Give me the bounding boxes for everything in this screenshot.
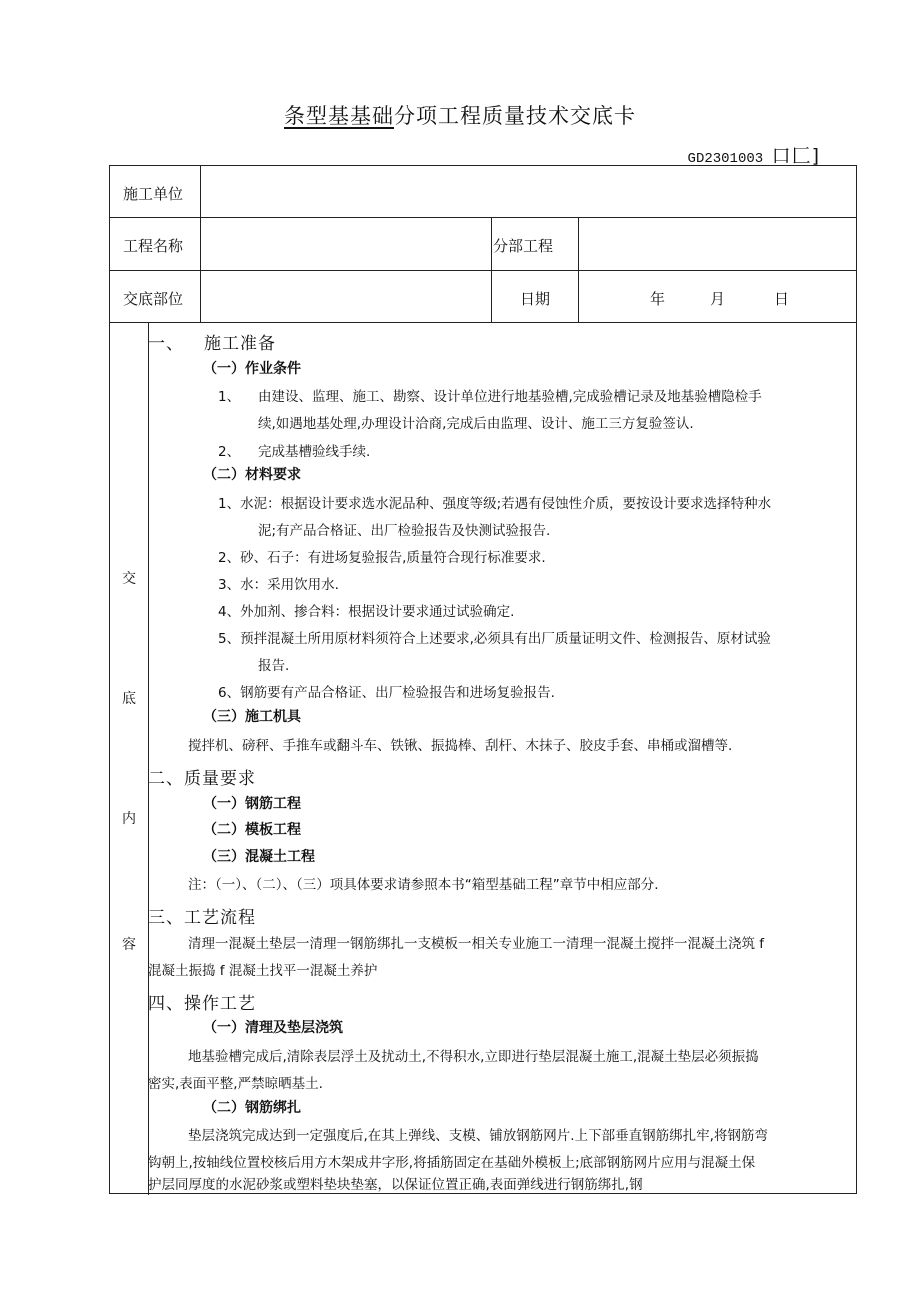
- process-flow-text: 清理一混凝土垫层一清理一钢筋绑扎一支模板一相关专业施工一清理一混凝土搅拌一混凝土浇筑 f: [188, 936, 765, 952]
- subsection-work-conditions: （一）作业条件: [203, 361, 301, 377]
- construction-unit-label: 施工单位: [123, 185, 184, 203]
- side-label-char: 内: [122, 811, 136, 827]
- item-text: 4、外加剂、掺合料：根据设计要求通过试验确定.: [218, 604, 515, 620]
- handover-part-label: 交底部位: [123, 290, 184, 308]
- process-flow-text: 混凝土振捣 f 混凝土找平一混凝土养护: [148, 963, 378, 979]
- paragraph-text: 搅拌机、磅秤、手推车或翻斗车、铁锹、振捣棒、刮杆、木抹子、胶皮手套、串桶或溜槽等.: [188, 738, 733, 754]
- row-divider: [110, 217, 856, 218]
- side-label-char: 底: [122, 691, 136, 707]
- subsection-formwork: （二）模板工程: [203, 822, 301, 838]
- code-number: GD2301003: [687, 151, 764, 167]
- item-number: 1、: [218, 389, 241, 405]
- section-1-heading: [148, 329, 276, 354]
- note-text: 注：（一）、（二）、（三）项具体要求请参照本书“箱型基础工程”章节中相应部分.: [188, 877, 659, 893]
- section-1-number: 一、: [148, 334, 184, 354]
- subsection-rebar: （一）钢筋工程: [203, 796, 301, 812]
- item-text: 5、预拌混凝土所用原材料须符合上述要求,必须具有出厂质量证明文件、检测报告、原材试验: [218, 631, 771, 647]
- project-name-label: 工程名称: [123, 237, 184, 255]
- subsection-cleaning-cushion: （一）清理及垫层浇筑: [203, 1020, 343, 1036]
- col-divider: [148, 322, 149, 1195]
- section-1-title: 施工准备: [204, 334, 276, 354]
- subsection-rebar-binding: （二）钢筋绑扎: [203, 1100, 301, 1116]
- item-text: 6、钢筋要有产品合格证、出厂检验报告和进场复验报告.: [218, 685, 555, 701]
- paragraph-text: 护层同厚度的水泥砂浆或塑料垫块垫塞，以保证位置正确,表面弹线进行钢筋绑扎,钢: [148, 1177, 643, 1193]
- section-4-heading: 四、操作工艺: [148, 994, 256, 1014]
- paragraph-text: 钩朝上,按轴线位置校核后用方木架成井字形,将插筋固定在基础外模板上;底部钢筋网片应用与混凝土保: [148, 1155, 756, 1171]
- date-year: 年: [650, 290, 666, 308]
- paragraph-text: 密实,表面平整,严禁晾晒基土.: [148, 1076, 323, 1092]
- col-divider: [578, 217, 579, 322]
- item-text: 1、水泥：根据设计要求选水泥品种、强度等级;若遇有侵蚀性介质，要按设计要求选择特种水: [218, 496, 772, 512]
- paragraph-text: 垫层浇筑完成达到一定强度后,在其上弹线、支模、铺放钢筋网片.上下部垂直钢筋绑扎牢,将钢筋弯: [188, 1128, 768, 1144]
- item-number: 2、: [218, 444, 241, 460]
- page-title: [0, 100, 920, 130]
- date-label: 日期: [520, 290, 551, 308]
- side-label-char: 容: [122, 937, 136, 953]
- item-text: 泥;有产品合格证、出厂检验报告及快测试验报告.: [258, 523, 551, 539]
- item-text: 3、水：采用饮用水.: [218, 577, 339, 593]
- sub-project-label: 分部工程: [493, 237, 554, 255]
- title-underlined: 条型基基础: [284, 104, 394, 128]
- section-2-heading: 二、质量要求: [148, 769, 256, 789]
- document-code: [688, 141, 820, 168]
- subsection-material-requirements: （二）材料要求: [203, 467, 301, 483]
- col-divider: [491, 217, 492, 322]
- item-text: 续,如遇地基处理,办理设计洽商,完成后由监理、设计、施工三方复验签认.: [258, 416, 694, 432]
- handover-form: [109, 165, 857, 1194]
- date-month: 月: [710, 290, 726, 308]
- item-text: 报告.: [258, 658, 290, 674]
- item-text: 完成基槽验线手续.: [258, 444, 371, 460]
- date-day: 日: [774, 290, 790, 308]
- code-boxes: 口匚]: [771, 145, 820, 167]
- paragraph-text: 地基验槽完成后,清除表层浮土及扰动土,不得积水,立即进行垫层混凝土施工,混凝土垫层必须振捣: [188, 1049, 759, 1065]
- row-divider: [110, 270, 856, 271]
- item-text: 由建设、监理、施工、勘察、设计单位进行地基验槽,完成验槽记录及地基验槽隐检手: [258, 389, 762, 405]
- section-3-heading: 三、工艺流程: [148, 908, 256, 928]
- title-rest: 分项工程质量技术交底卡: [394, 104, 636, 128]
- subsection-construction-tools: （三）施工机具: [203, 709, 301, 725]
- row-divider: [110, 322, 856, 323]
- item-text: 2、砂、石子：有进场复验报告,质量符合现行标准要求.: [218, 550, 546, 566]
- col-divider: [200, 166, 201, 322]
- side-label-char: 交: [122, 571, 136, 587]
- subsection-concrete: （三）混凝土工程: [203, 849, 315, 865]
